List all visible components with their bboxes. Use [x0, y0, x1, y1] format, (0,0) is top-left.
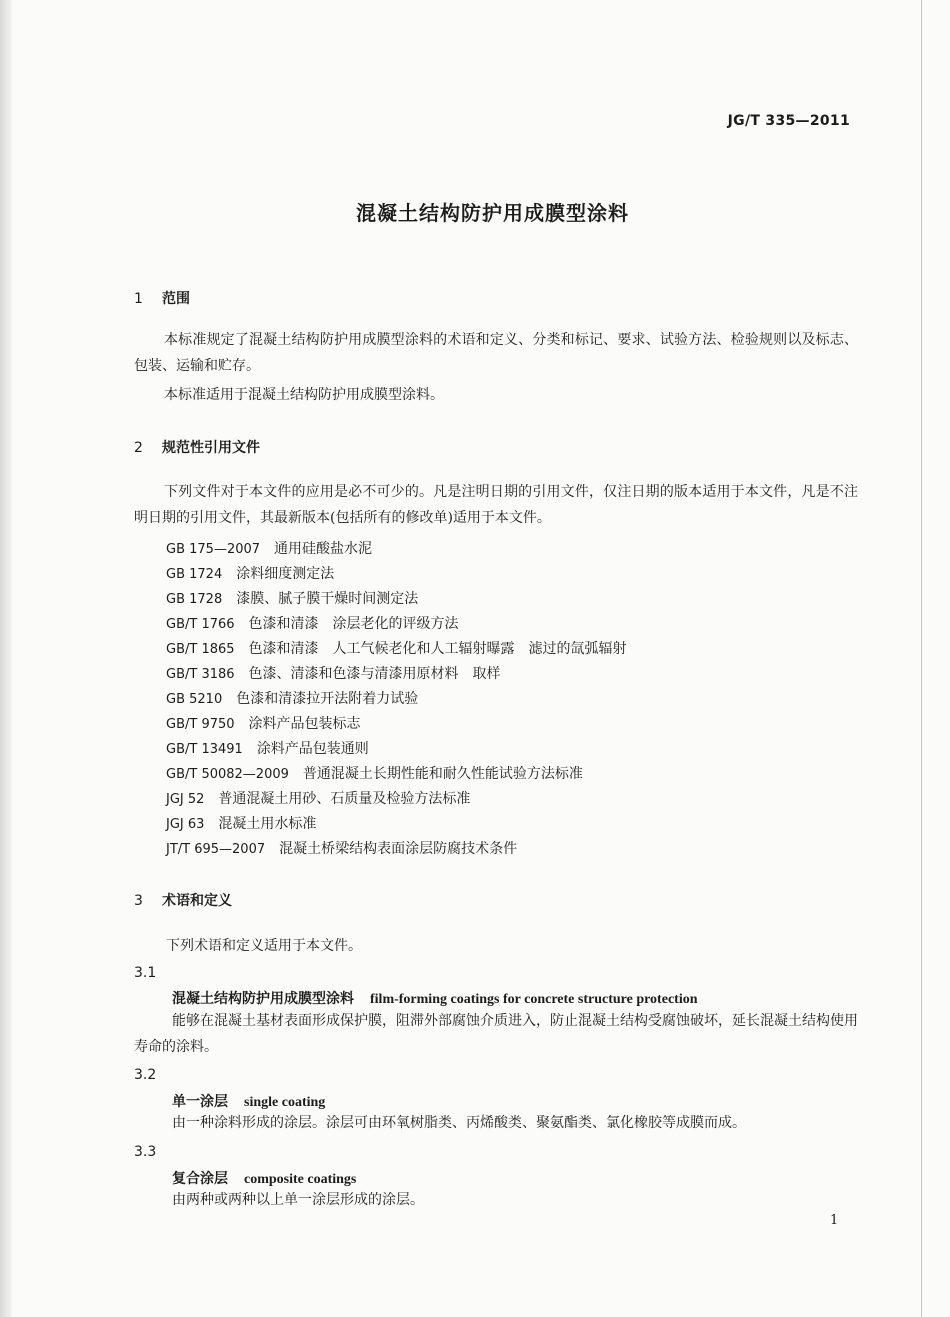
reference-title: 涂料产品包装标志: [248, 716, 361, 732]
reference-item: [166, 613, 459, 633]
reference-title: 涂料细度测定法: [236, 566, 335, 582]
section-number: 1: [134, 291, 143, 307]
section-title: 规范性引用文件: [162, 440, 260, 456]
reference-code: GB 1724: [166, 567, 223, 582]
section-2-heading: [134, 437, 260, 457]
reference-item: [166, 563, 334, 583]
reference-title: 色漆、清漆和色漆与清漆用原材料 取样: [248, 666, 501, 682]
reference-code: GB/T 3186: [166, 667, 235, 682]
reference-item: [166, 538, 372, 558]
term-zh: 单一涂层: [172, 1094, 228, 1110]
term-number: 3.2: [134, 1067, 157, 1083]
scope-paragraph-2: 本标准适用于混凝土结构防护用成膜型涂料。: [164, 387, 444, 403]
term-number: 3.1: [134, 965, 157, 981]
reference-code: GB/T 50082—2009: [166, 767, 289, 782]
term-definition: 由一种涂料形成的涂层。涂层可由环氧树脂类、丙烯酸类、聚氨酯类、氯化橡胶等成膜而成。: [172, 1115, 746, 1131]
term-definition: 能够在混凝土基材表面形成保护膜，阻滞外部腐蚀介质进入，防止混凝土结构受腐蚀破坏，延长混凝土结构使用寿命的涂料。: [134, 1013, 858, 1055]
term-en: single coating: [244, 1095, 326, 1110]
reference-item: [166, 713, 361, 733]
term-zh: 混凝土结构防护用成膜型涂料: [172, 991, 354, 1007]
reference-title: 普通混凝土用砂、石质量及检验方法标准: [218, 791, 471, 807]
normative-intro: 下列文件对于本文件的应用是必不可少的。凡是注明日期的引用文件，仅注日期的版本适用于本文件，凡是不注明日期的引用文件，其最新版本(包括所有的修改单)适用于本文件。: [134, 484, 858, 526]
term-heading: [172, 1091, 325, 1111]
term-definition: 由两种或两种以上单一涂层形成的涂层。: [172, 1192, 424, 1208]
reference-title: 普通混凝土长期性能和耐久性能试验方法标准: [302, 766, 583, 782]
reference-code: GB 1728: [166, 592, 223, 607]
reference-item: [166, 688, 418, 708]
reference-code: JT/T 695—2007: [166, 842, 266, 857]
reference-title: 涂料产品包装通则: [256, 741, 369, 757]
reference-item: [166, 588, 418, 608]
reference-item: [166, 663, 501, 683]
reference-title: 色漆和清漆 涂层老化的评级方法: [248, 616, 459, 632]
reference-code: GB/T 1766: [166, 617, 235, 632]
term-number: 3.3: [134, 1144, 157, 1160]
reference-code: GB/T 9750: [166, 717, 235, 732]
section-title: 范围: [162, 291, 190, 307]
terms-intro: 下列术语和定义适用于本文件。: [166, 938, 362, 954]
page-title: 混凝土结构防护用成膜型涂料: [356, 201, 629, 225]
reference-title: 漆膜、腻子膜干燥时间测定法: [236, 591, 419, 607]
reference-code: GB/T 1865: [166, 642, 235, 657]
section-number: 3: [134, 893, 143, 909]
reference-item: [166, 838, 517, 858]
reference-code: JGJ 63: [166, 817, 205, 832]
reference-title: 混凝土用水标准: [218, 816, 317, 832]
reference-item: [166, 813, 316, 833]
section-number: 2: [134, 440, 143, 456]
section-title: 术语和定义: [162, 893, 232, 909]
reference-code: GB/T 13491: [166, 742, 243, 757]
term-en: film-forming coatings for concrete structure protection: [370, 992, 698, 1007]
term-heading: [172, 1168, 356, 1188]
term-zh: 复合涂层: [172, 1171, 228, 1187]
reference-item: [166, 763, 583, 783]
standard-code: JG/T 335—2011: [727, 113, 850, 129]
reference-title: 通用硅酸盐水泥: [274, 541, 373, 557]
reference-title: 色漆和清漆拉开法附着力试验: [236, 691, 419, 707]
reference-code: GB 175—2007: [166, 542, 261, 557]
reference-title: 色漆和清漆 人工气候老化和人工辐射曝露 滤过的氙弧辐射: [248, 641, 627, 657]
scope-paragraph-1: 本标准规定了混凝土结构防护用成膜型涂料的术语和定义、分类和标记、要求、试验方法、检验规则以及标志、包装、运输和贮存。: [134, 332, 858, 374]
reference-item: [166, 788, 470, 808]
term-heading: [172, 988, 698, 1008]
section-3-heading: [134, 890, 232, 910]
term-en: composite coatings: [244, 1172, 357, 1187]
reference-item: [166, 638, 627, 658]
reference-item: [166, 738, 369, 758]
reference-code: GB 5210: [166, 692, 223, 707]
reference-code: JGJ 52: [166, 792, 205, 807]
reference-title: 混凝土桥梁结构表面涂层防腐技术条件: [279, 841, 518, 857]
section-1-heading: [134, 288, 190, 308]
page-number: 1: [830, 1213, 839, 1228]
